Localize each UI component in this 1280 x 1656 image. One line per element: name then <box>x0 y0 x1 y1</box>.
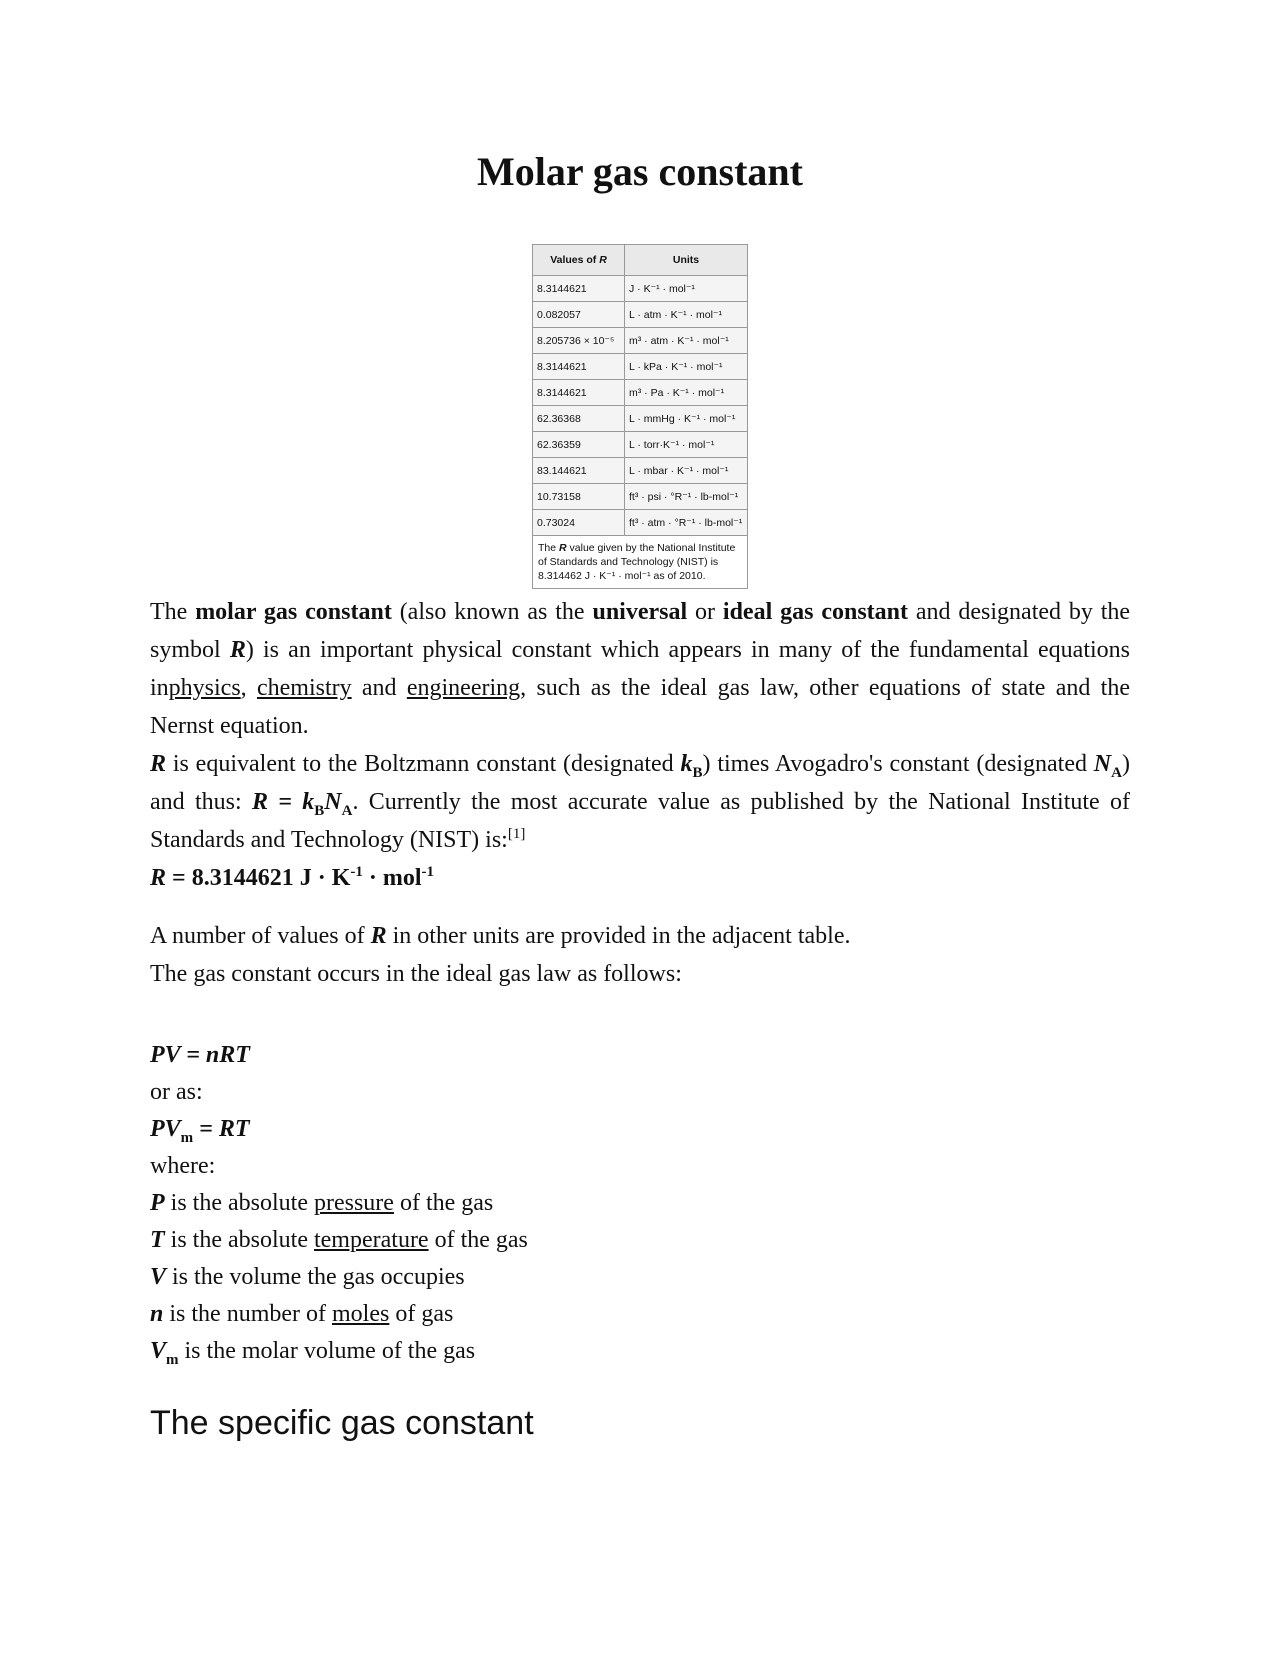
table-cell-unit: L · kPa · K⁻¹ · mol⁻¹ <box>625 354 748 380</box>
link-moles[interactable]: moles <box>332 1301 390 1327</box>
table-row <box>533 432 748 458</box>
text-where: where: <box>150 1153 216 1179</box>
variable-p: P is the absolute pressure of the gas <box>150 1190 494 1216</box>
table-cell-unit: L · atm · K⁻¹ · mol⁻¹ <box>625 302 748 328</box>
equation-pv-nrt: PV = nRT <box>150 1042 250 1068</box>
table-cell-unit: L · mmHg · K⁻¹ · mol⁻¹ <box>625 406 748 432</box>
page-title: Molar gas constant <box>477 149 803 194</box>
value-equation: R = 8.3144621 $J \cdot K^{-1} \cdot mol^{-1}$ <box>150 864 435 891</box>
body-text <box>150 593 1130 897</box>
variable-vm: $V_m$ is the molar volume of the gas <box>150 1338 476 1368</box>
table-cell-value: 62.36359 <box>533 432 625 458</box>
table-header-units: Units <box>625 245 748 276</box>
paragraph-ideal-gas: The gas constant occurs in the ideal gas law as follows: <box>150 961 682 987</box>
table-cell-value: 8.205736 × 10⁻⁵ <box>533 328 625 354</box>
variable-t: T is the absolute temperature of the gas <box>150 1227 528 1253</box>
table-cell-unit: L · torr·K⁻¹ · mol⁻¹ <box>625 432 748 458</box>
paragraph-boltzmann: R is equivalent to the Boltzmann constant (designated $k_B$) times Avogadro's constant (designated $N_A$) and thus: $R = k_BN_A$. Currently the most accurate value as published by the National Institute of Standards and Technology (NIST) is:[1] <box>150 751 1130 853</box>
paragraph-intro: The molar gas constant (also known as the universal or ideal gas constant and designated by the symbol R) is an important physical constant which appears in many of the fundamental equations inphysics, chemistry and engineering, such as the ideal gas law, other equations of state and the Nernst equation. <box>150 599 1131 739</box>
table-cell-unit: m³ · Pa · K⁻¹ · mol⁻¹ <box>625 380 748 406</box>
table-row <box>533 354 748 380</box>
table-caption: The R value given by the National Institute of Standards and Technology (NIST) is 8.314462 J · K⁻¹ · mol⁻¹ as of 2010. <box>533 536 748 589</box>
table-row <box>533 380 748 406</box>
table-cell-value: 83.144621 <box>533 458 625 484</box>
table-cell-value: 8.3144621 <box>533 354 625 380</box>
link-engineering[interactable]: engineering <box>406 675 521 701</box>
table-cell-unit: ft³ · psi · °R⁻¹ · lb-mol⁻¹ <box>625 484 748 510</box>
table-row <box>533 458 748 484</box>
table-row <box>533 328 748 354</box>
paragraph-table-ref: A number of values of R in other units are provided in the adjacent table. <box>150 923 851 949</box>
table-row <box>533 302 748 328</box>
table-cell-value: 0.082057 <box>533 302 625 328</box>
table-cell-value: 8.3144621 <box>533 380 625 406</box>
table-cell-value: 10.73158 <box>533 484 625 510</box>
text-or-as: or as: <box>150 1079 203 1105</box>
variable-n: n is the number of moles of gas <box>150 1301 454 1327</box>
r-values-table <box>532 244 748 589</box>
variable-v: V is the volume the gas occupies <box>150 1264 465 1290</box>
table-row <box>533 484 748 510</box>
link-temperature[interactable]: temperature <box>313 1227 429 1253</box>
link-physics[interactable]: physics <box>168 675 241 701</box>
table-cell-value: 62.36368 <box>533 406 625 432</box>
equation-pvm-rt: $PV_m$ = RT <box>150 1116 250 1146</box>
table-cell-value: 8.3144621 <box>533 276 625 302</box>
table-row <box>533 510 748 536</box>
table-header-values: Values of R <box>533 245 625 276</box>
table-cell-unit: m³ · atm · K⁻¹ · mol⁻¹ <box>625 328 748 354</box>
reference-link[interactable]: [1] <box>507 826 526 842</box>
table-caption-row <box>533 536 748 589</box>
table-cell-unit: L · mbar · K⁻¹ · mol⁻¹ <box>625 458 748 484</box>
table-cell-unit: ft³ · atm · °R⁻¹ · lb-mol⁻¹ <box>625 510 748 536</box>
table-cell-unit: J · K⁻¹ · mol⁻¹ <box>625 276 748 302</box>
section-heading: The specific gas constant <box>150 1404 534 1442</box>
link-pressure[interactable]: pressure <box>313 1190 394 1216</box>
table-row <box>533 406 748 432</box>
paragraph-table-ref-block <box>150 917 1130 993</box>
link-chemistry[interactable]: chemistry <box>256 675 352 701</box>
table-row <box>533 276 748 302</box>
table-cell-value: 0.73024 <box>533 510 625 536</box>
